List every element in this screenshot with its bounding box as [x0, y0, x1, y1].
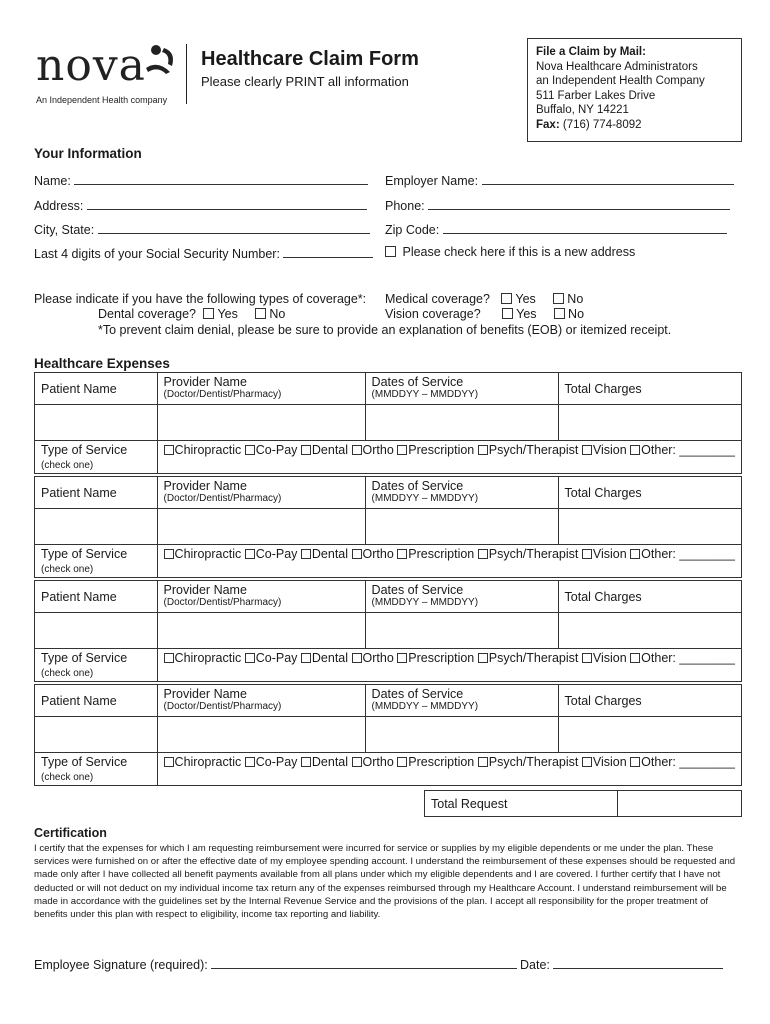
provider-name-label: Provider Name (Doctor/Dentist/Pharmacy) [157, 477, 365, 509]
address-field[interactable]: Address: [34, 197, 367, 213]
mail-line: Buffalo, NY 14221 [536, 104, 629, 117]
service-option[interactable]: Chiropractic [164, 755, 242, 769]
service-option[interactable]: Prescription [397, 443, 474, 457]
dental-no-checkbox[interactable]: No [255, 307, 285, 321]
provider-name-input[interactable] [157, 613, 365, 649]
new-address-checkbox[interactable]: Please check here if this is a new address [385, 245, 635, 259]
service-option[interactable]: Other: ________ [630, 755, 735, 769]
provider-name-input[interactable] [157, 405, 365, 441]
vision-yes-checkbox[interactable]: Yes [502, 307, 536, 321]
nova-swoosh-icon [142, 42, 182, 87]
dental-coverage-question: Dental coverage? Yes No [98, 307, 286, 321]
service-option[interactable]: Other: ________ [630, 651, 735, 665]
total-charges-label: Total Charges [558, 373, 741, 405]
mail-line: an Independent Health Company [536, 75, 705, 88]
service-option[interactable]: Psych/Therapist [478, 755, 579, 769]
total-request-input[interactable] [618, 791, 742, 817]
type-of-service-label: Type of Service (check one) [35, 545, 158, 578]
total-charges-input[interactable] [558, 717, 741, 753]
fax-line: Fax: (716) 774-8092 [536, 118, 642, 131]
provider-name-label: Provider Name (Doctor/Dentist/Pharmacy) [157, 373, 365, 405]
dental-yes-checkbox[interactable]: Yes [203, 307, 237, 321]
service-option[interactable]: Psych/Therapist [478, 651, 579, 665]
coverage-note: *To prevent claim denial, please be sure to provide an explanation of benefits (EOB) or itemized receipt. [98, 323, 672, 337]
dates-of-service-input[interactable] [365, 509, 558, 545]
service-option[interactable]: Vision [582, 755, 627, 769]
service-option[interactable]: Dental [301, 755, 348, 769]
service-option[interactable]: Vision [582, 443, 627, 457]
dates-of-service-input[interactable] [365, 717, 558, 753]
total-request-box [424, 790, 742, 817]
logo-tagline: An Independent Health company [36, 95, 168, 105]
service-option[interactable]: Ortho [352, 651, 394, 665]
provider-name-input[interactable] [157, 717, 365, 753]
provider-name-label: Provider Name (Doctor/Dentist/Pharmacy) [157, 685, 365, 717]
dates-of-service-input[interactable] [365, 613, 558, 649]
employer-name-field[interactable]: Employer Name: [385, 172, 734, 188]
mail-address-box [527, 38, 742, 142]
coverage-intro: Please indicate if you have the following types of coverage*: [34, 292, 367, 306]
certification-text: I certify that the expenses for which I am requesting reimbursement were incurred for service or supplies by my eligible dependents or me under the plan. These services were furnished on or after the effective date of my employee spending account. I understand the reimbursement of these expenses should be requested and made only after I have collected all benefit payments available from all plans under which my eligible dependents and I are covered. I further certify that I have not deducted or will not deduct on my individual income tax return any of the expenses reimbursed through my Healthcare Account. I understand reimbursement will be made in accordance with the guidelines set by the Internal Revenue Service and the provisions of the plan. I accept all responsibility for the proper treatment of benefits under this plan with respect to eligibility, income tax reporting and liability. [34, 843, 736, 921]
service-option[interactable]: Co-Pay [245, 755, 298, 769]
service-type-options [157, 441, 741, 474]
service-option[interactable]: Prescription [397, 547, 474, 561]
provider-name-label: Provider Name (Doctor/Dentist/Pharmacy) [157, 581, 365, 613]
expense-block [34, 684, 742, 786]
total-charges-input[interactable] [558, 613, 741, 649]
healthcare-expenses-heading: Healthcare Expenses [34, 356, 170, 371]
checkbox-icon[interactable] [385, 246, 396, 257]
ssn-last4-field[interactable]: Last 4 digits of your Social Security Number: [34, 245, 373, 261]
service-type-options [157, 649, 741, 682]
service-option[interactable]: Ortho [352, 547, 394, 561]
medical-coverage-question: Medical coverage? Yes No [385, 292, 584, 306]
total-charges-label: Total Charges [558, 685, 741, 717]
service-type-options [157, 545, 741, 578]
total-charges-input[interactable] [558, 509, 741, 545]
patient-name-input[interactable] [35, 405, 158, 441]
service-option[interactable]: Chiropractic [164, 651, 242, 665]
service-option[interactable]: Co-Pay [245, 443, 298, 457]
signature-date-field[interactable]: Date: [520, 956, 723, 972]
expense-block [34, 372, 742, 474]
dates-of-service-label: Dates of Service (MMDDYY – MMDDYY) [365, 373, 558, 405]
service-option[interactable]: Prescription [397, 755, 474, 769]
vision-no-checkbox[interactable]: No [554, 307, 584, 321]
mail-heading: File a Claim by Mail: [536, 46, 646, 58]
dates-of-service-input[interactable] [365, 405, 558, 441]
service-option[interactable]: Dental [301, 547, 348, 561]
medical-no-checkbox[interactable]: No [553, 292, 583, 306]
service-option[interactable]: Prescription [397, 651, 474, 665]
service-option[interactable]: Psych/Therapist [478, 547, 579, 561]
vision-coverage-question: Vision coverage? Yes No [385, 307, 585, 321]
type-of-service-label: Type of Service (check one) [35, 649, 158, 682]
total-charges-label: Total Charges [558, 477, 741, 509]
zip-code-field[interactable]: Zip Code: [385, 221, 727, 237]
provider-name-input[interactable] [157, 509, 365, 545]
service-option[interactable]: Dental [301, 443, 348, 457]
certification-heading: Certification [34, 826, 107, 840]
service-option[interactable]: Psych/Therapist [478, 443, 579, 457]
expense-block [34, 580, 742, 682]
patient-name-label: Patient Name [35, 373, 158, 405]
service-option[interactable]: Co-Pay [245, 651, 298, 665]
service-option[interactable]: Other: ________ [630, 443, 735, 457]
service-option[interactable]: Vision [582, 547, 627, 561]
dates-of-service-label: Dates of Service (MMDDYY – MMDDYY) [365, 581, 558, 613]
total-request-label: Total Request [425, 791, 618, 817]
patient-name-label: Patient Name [35, 477, 158, 509]
service-type-options [157, 753, 741, 786]
form-title: Healthcare Claim Form [201, 48, 419, 70]
service-option[interactable]: Chiropractic [164, 547, 242, 561]
patient-name-input[interactable] [35, 717, 158, 753]
service-option[interactable]: Dental [301, 651, 348, 665]
service-option[interactable]: Co-Pay [245, 547, 298, 561]
phone-field[interactable]: Phone: [385, 197, 730, 213]
service-option[interactable]: Ortho [352, 443, 394, 457]
mail-line: 511 Farber Lakes Drive [536, 89, 656, 102]
form-subtitle: Please clearly PRINT all information [201, 74, 409, 89]
patient-name-input[interactable] [35, 509, 158, 545]
type-of-service-label: Type of Service (check one) [35, 441, 158, 474]
dates-of-service-label: Dates of Service (MMDDYY – MMDDYY) [365, 685, 558, 717]
type-of-service-label: Type of Service (check one) [35, 753, 158, 786]
name-field[interactable]: Name: [34, 172, 368, 188]
your-information-heading: Your Information [34, 146, 142, 161]
total-charges-label: Total Charges [558, 581, 741, 613]
patient-name-label: Patient Name [35, 685, 158, 717]
service-option[interactable]: Ortho [352, 755, 394, 769]
header-divider [186, 44, 187, 104]
patient-name-input[interactable] [35, 613, 158, 649]
expense-block [34, 476, 742, 578]
patient-name-label: Patient Name [35, 581, 158, 613]
service-option[interactable]: Other: ________ [630, 547, 735, 561]
city-state-field[interactable]: City, State: [34, 221, 370, 237]
nova-logo-wordmark: nova [36, 40, 146, 91]
employee-signature-field[interactable]: Employee Signature (required): [34, 956, 517, 972]
service-option[interactable]: Vision [582, 651, 627, 665]
medical-yes-checkbox[interactable]: Yes [501, 292, 535, 306]
service-option[interactable]: Chiropractic [164, 443, 242, 457]
dates-of-service-label: Dates of Service (MMDDYY – MMDDYY) [365, 477, 558, 509]
mail-line: Nova Healthcare Administrators [536, 60, 698, 73]
total-charges-input[interactable] [558, 405, 741, 441]
